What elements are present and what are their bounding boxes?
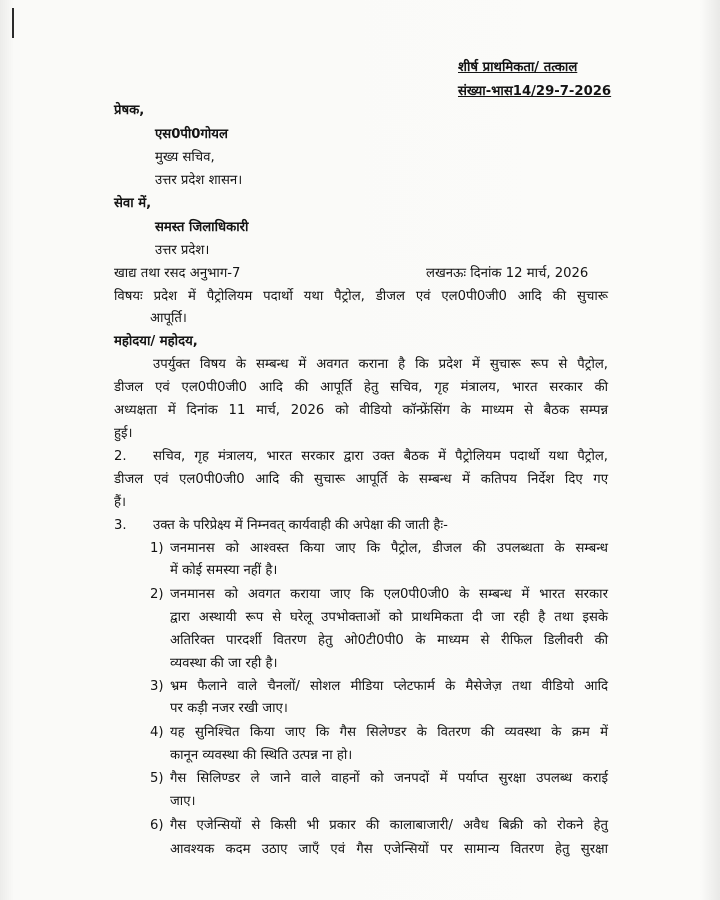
point-line: अतिरिक्त पारदर्शी वितरण हेतु ओ0टी0पी0 के माध्यम से रीफिल डिलीवरी की — [170, 633, 608, 648]
recipient-place: उत्तर प्रदेश। — [155, 243, 210, 258]
place-date: लखनऊः दिनांक 12 मार्च, 2026 — [426, 266, 589, 281]
point-line: जनमानस को आश्वस्त किया जाए कि पैट्रोल, डीजल की उपलब्धता के सम्बन्ध — [170, 541, 608, 556]
point-line: गैस सिलिण्डर ले जाने वाले वाहनों को जनपदों में पर्याप्त सुरक्षा उपलब्ध कराई — [170, 771, 608, 786]
salutation: महोदया/ महोदय, — [114, 334, 198, 349]
point-line: व्यवस्था की जा रही है। — [170, 656, 278, 671]
sender-name: एस0पी0गोयल — [155, 127, 228, 142]
priority-label: शीर्ष प्राथमिकता/ तत्काल — [458, 60, 578, 75]
point-line: आवश्यक कदम उठाए जाएँ एवं गैस एजेन्सियों पर सामान्य वितरण हेतु सुरक्षा — [170, 842, 608, 857]
point-line: द्वारा अस्थायी रूप से घरेलू उपभोक्ताओं को प्राथमिकता दी जा रही है तथा इसके — [170, 610, 608, 625]
recipient-label: सेवा में, — [114, 196, 152, 211]
point-number: 4) — [150, 725, 164, 740]
point-line: कानून व्यवस्था की स्थिति उत्पन्न ना हो। — [170, 748, 353, 763]
para2-line: सचिव, गृह मंत्रालय, भारत सरकार द्वारा उक्त बैठक में पैट्रोलियम पदार्थो यथा पैट्रोल, — [153, 449, 608, 464]
scan-edge-mark — [12, 8, 14, 38]
point-number: 2) — [150, 587, 164, 602]
point-line: में कोई समस्या नहीं है। — [170, 563, 278, 578]
para2-line: डीजल एवं एल0पी0जी0 आदि की सुचारू आपूर्ति के सम्बन्ध में कतिपय निर्देश दिए गए — [114, 472, 608, 487]
point-number: 6) — [150, 818, 164, 833]
department-section: खाद्य तथा रसद अनुभाग-7 — [114, 266, 241, 281]
para3-number: 3. — [114, 518, 127, 533]
subject-line-2: आपूर्ति। — [150, 311, 187, 326]
sender-designation: मुख्य सचिव, — [155, 150, 215, 165]
para1-line: उपर्युक्त विषय के सम्बन्ध में अवगत कराना है कि प्रदेश में सुचारू रूप से पैट्रोल, — [153, 357, 608, 372]
reference-number: संख्या-भास14/29-7-2026 — [458, 84, 612, 99]
point-line: पर कड़ी नजर रखी जाए। — [170, 701, 288, 716]
recipient-name: समस्त जिलाधिकारी — [155, 220, 249, 235]
para1-line: हुई। — [114, 426, 133, 441]
point-line: जनमानस को अवगत कराया जाए कि एल0पी0जी0 के सम्बन्ध में भारत सरकार — [170, 587, 608, 602]
para1-line: डीजल एवं एल0पी0जी0 आदि की आपूर्ति हेतु सचिव, गृह मंत्रालय, भारत सरकार की — [114, 380, 608, 395]
para2-number: 2. — [114, 449, 127, 464]
point-number: 3) — [150, 679, 164, 694]
point-line: जाए। — [170, 794, 196, 809]
subject-line-1: विषयः प्रदेश में पैट्रोलियम पदार्थो यथा पैट्रोल, डीजल एवं एल0पी0जी0 आदि की सुचारू — [114, 289, 608, 304]
para3-intro: उक्त के परिप्रेक्ष्य में निम्नवत् कार्यवाही की अपेक्षा की जाती हैः- — [153, 518, 448, 533]
point-line: यह सुनिश्चित किया जाए कि गैस सिलेण्डर के वितरण की व्यवस्था के क्रम में — [170, 725, 608, 740]
point-line: भ्रम फैलाने वाले चैनलों/ सोशल मीडिया प्लेटफार्म के मैसेजेज़ तथा वीडियो आदि — [170, 679, 608, 694]
para2-line: हैं। — [114, 495, 127, 510]
point-number: 5) — [150, 771, 164, 786]
point-number: 1) — [150, 541, 164, 556]
para1-line: अध्यक्षता में दिनांक 11 मार्च, 2026 को वीडियो कॉन्फ्रेंसिंग के माध्यम से बैठक सम्पन्न — [114, 403, 608, 418]
sender-office: उत्तर प्रदेश शासन। — [155, 173, 243, 188]
point-line: गैस एजेन्सियों से किसी भी प्रकार की कालाबाजारी/ अवैध बिक्री को रोकने हेतु — [170, 818, 608, 833]
sender-label: प्रेषक, — [114, 103, 145, 118]
